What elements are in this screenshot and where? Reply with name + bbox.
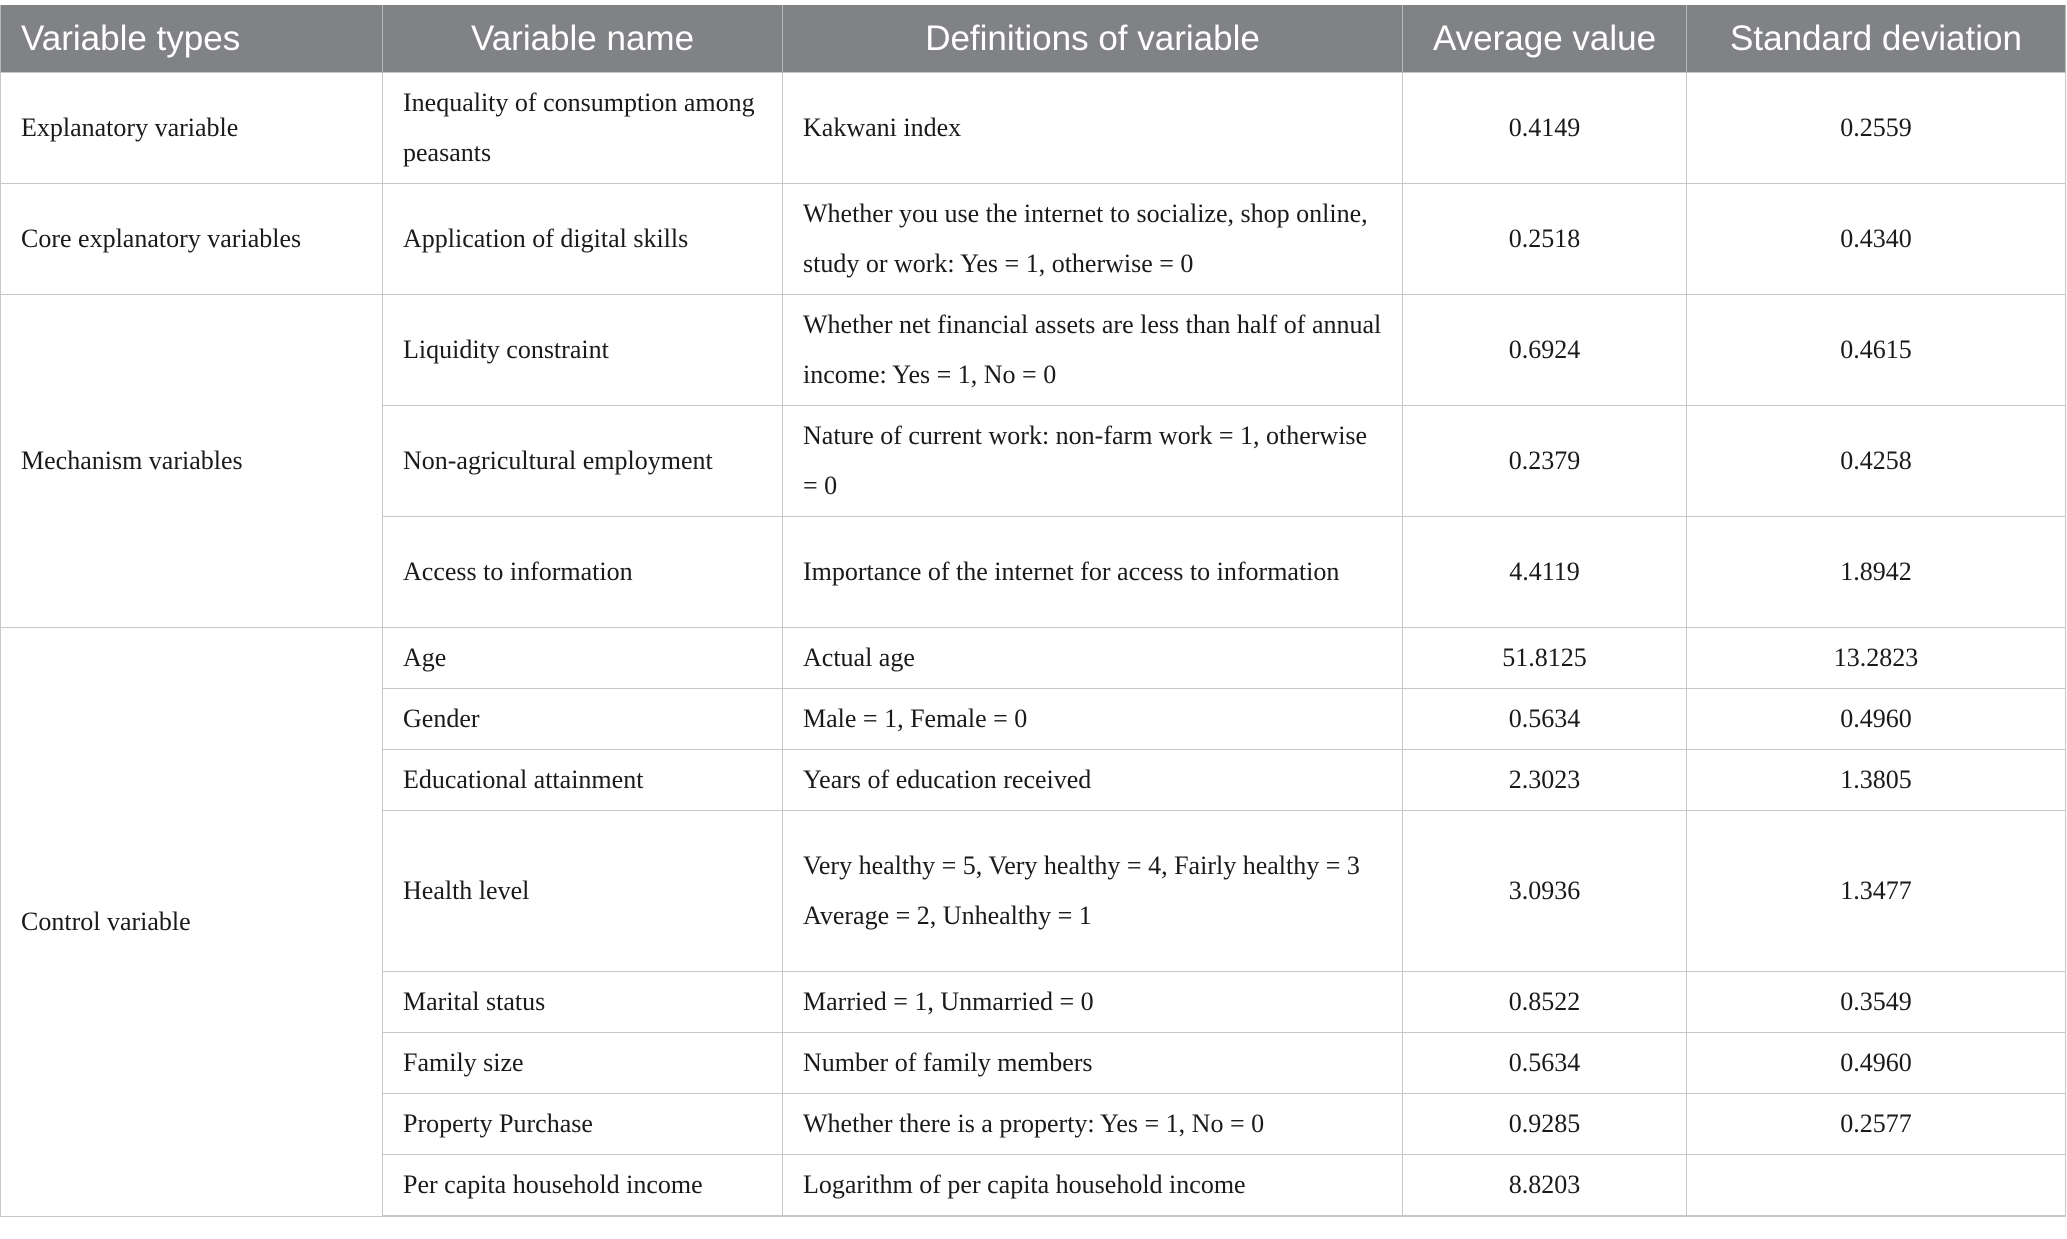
definition-cell: Whether there is a property: Yes = 1, No = 0	[783, 1094, 1403, 1155]
header-row	[1, 5, 2066, 73]
variable-name-cell: Marital status	[383, 972, 783, 1033]
standard-deviation-cell: 0.4258	[1687, 406, 2066, 517]
group-core-explanatory-variables: Core explanatory variables	[1, 184, 383, 295]
standard-deviation-cell: 0.2559	[1687, 73, 2066, 184]
variable-name-cell: Family size	[383, 1033, 783, 1094]
average-value-cell: 0.5634	[1403, 1033, 1687, 1094]
variable-name-cell: Liquidity constraint	[383, 295, 783, 406]
average-value-cell: 0.6924	[1403, 295, 1687, 406]
header-average-value: Average value	[1403, 5, 1687, 73]
variable-name-cell: Application of digital skills	[383, 184, 783, 295]
definition-cell: Very healthy = 5, Very healthy = 4, Fairly healthy = 3 Average = 2, Unhealthy = 1	[783, 811, 1403, 972]
average-value-cell: 4.4119	[1403, 517, 1687, 628]
table-row	[1, 184, 2066, 295]
definition-cell: Number of family members	[783, 1033, 1403, 1094]
average-value-cell: 8.8203	[1403, 1155, 1687, 1217]
standard-deviation-cell: 13.2823	[1687, 628, 2066, 689]
group-control-variable: Control variable	[1, 628, 383, 1217]
variable-name-cell: Health level	[383, 811, 783, 972]
average-value-cell: 0.5634	[1403, 689, 1687, 750]
definition-cell: Married = 1, Unmarried = 0	[783, 972, 1403, 1033]
variable-name-cell: Property Purchase	[383, 1094, 783, 1155]
definition-cell: Years of education received	[783, 750, 1403, 811]
definition-cell: Importance of the internet for access to information	[783, 517, 1403, 628]
table-body	[1, 73, 2066, 1217]
table-header	[1, 5, 2066, 73]
definition-cell: Whether you use the internet to socialize, shop online, study or work: Yes = 1, otherwise = 0	[783, 184, 1403, 295]
header-variable-types: Variable types	[1, 5, 383, 73]
standard-deviation-cell: 1.8942	[1687, 517, 2066, 628]
standard-deviation-cell: 1.3805	[1687, 750, 2066, 811]
variable-name-cell: Educational attainment	[383, 750, 783, 811]
variable-name-cell: Age	[383, 628, 783, 689]
definition-cell: Male = 1, Female = 0	[783, 689, 1403, 750]
variable-name-cell: Per capita household income	[383, 1155, 783, 1217]
standard-deviation-cell: 0.3549	[1687, 972, 2066, 1033]
definition-cell: Actual age	[783, 628, 1403, 689]
definition-cell: Nature of current work: non-farm work = 1, otherwise = 0	[783, 406, 1403, 517]
average-value-cell: 2.3023	[1403, 750, 1687, 811]
standard-deviation-cell: 0.4615	[1687, 295, 2066, 406]
table-row	[1, 295, 2066, 406]
group-explanatory-variable: Explanatory variable	[1, 73, 383, 184]
average-value-cell: 0.2518	[1403, 184, 1687, 295]
average-value-cell: 51.8125	[1403, 628, 1687, 689]
definition-cell: Kakwani index	[783, 73, 1403, 184]
definition-cell: Logarithm of per capita household income	[783, 1155, 1403, 1217]
variable-name-cell: Inequality of consumption among peasants	[383, 73, 783, 184]
table-row	[1, 73, 2066, 184]
standard-deviation-cell: 0.4340	[1687, 184, 2066, 295]
standard-deviation-cell: 0.4960	[1687, 1033, 2066, 1094]
average-value-cell: 0.9285	[1403, 1094, 1687, 1155]
standard-deviation-cell	[1687, 1155, 2066, 1217]
table-row	[1, 628, 2066, 689]
standard-deviation-cell: 0.2577	[1687, 1094, 2066, 1155]
variable-name-cell: Non-agricultural employment	[383, 406, 783, 517]
variables-table	[0, 5, 2066, 1217]
average-value-cell: 0.4149	[1403, 73, 1687, 184]
average-value-cell: 0.2379	[1403, 406, 1687, 517]
definition-cell: Whether net financial assets are less than half of annual income: Yes = 1, No = 0	[783, 295, 1403, 406]
standard-deviation-cell: 1.3477	[1687, 811, 2066, 972]
header-definitions: Definitions of variable	[783, 5, 1403, 73]
average-value-cell: 3.0936	[1403, 811, 1687, 972]
variable-name-cell: Gender	[383, 689, 783, 750]
average-value-cell: 0.8522	[1403, 972, 1687, 1033]
standard-deviation-cell: 0.4960	[1687, 689, 2066, 750]
header-standard-deviation: Standard deviation	[1687, 5, 2066, 73]
header-variable-name: Variable name	[383, 5, 783, 73]
group-mechanism-variables: Mechanism variables	[1, 295, 383, 628]
variable-name-cell: Access to information	[383, 517, 783, 628]
